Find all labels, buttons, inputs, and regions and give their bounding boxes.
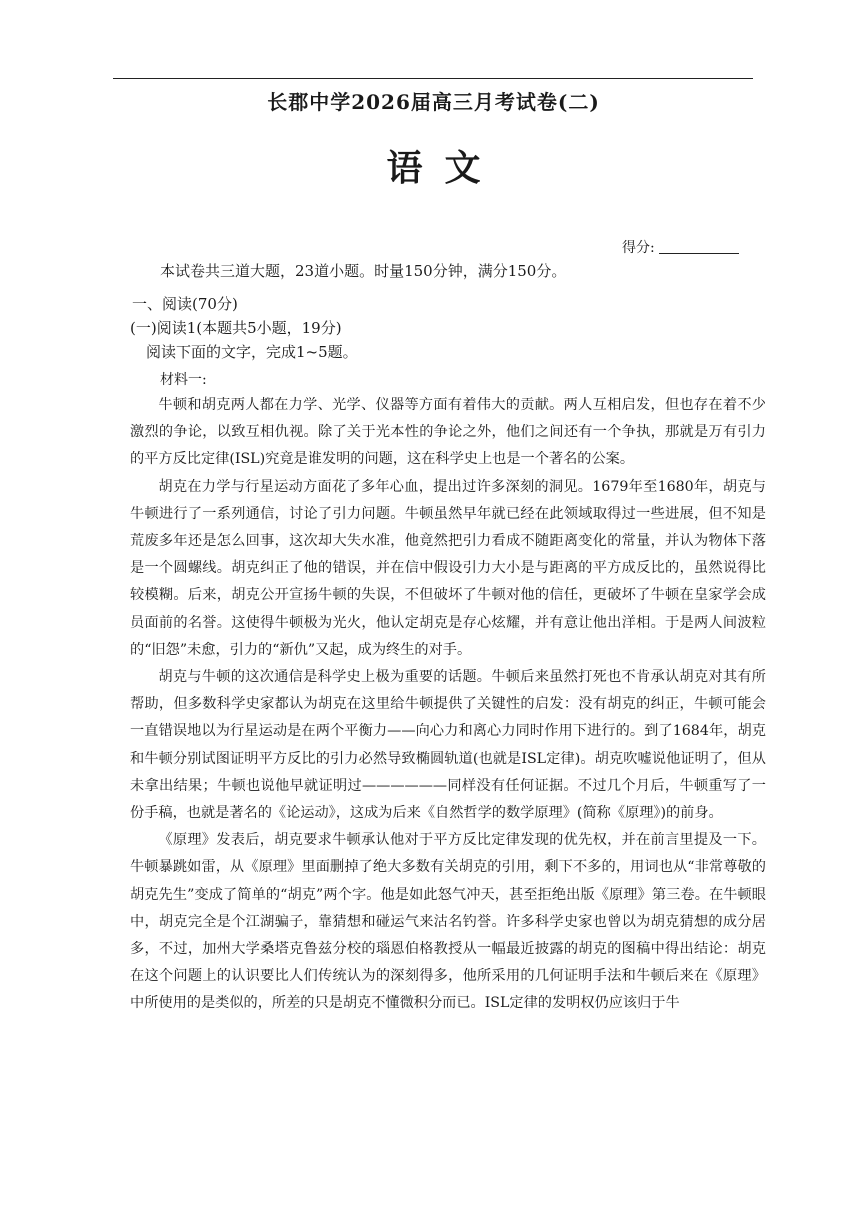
score-label: 得分: <box>622 240 655 256</box>
header-rule <box>113 78 753 79</box>
subject-title: 语文 <box>386 147 503 189</box>
paragraph: 牛顿和胡克两人都在力学、光学、仪器等方面有着伟大的贡献。两人互相启发，但也存在着不少激烈的争论，以致互相仇视。除了关于光本性的争论之外，他们之间还有一个争执，那就是万有引力的平方反比定律(ISL)究竟是谁发明的问题，这在科学史上也是一个著名的公案。 <box>130 397 766 468</box>
paragraph: 胡克在力学与行星运动方面花了多年心血，提出过许多深刻的洞见。1679年至1680年，胡克与牛顿进行了一系列通信，讨论了引力问题。牛顿虽然早年就已经在此领域取得过一些进展，但不知是荒废多年还是怎么回事，这次却大失水准，他竟然把引力看成不随距离变化的常量，并认为物体下落是一个圆螺线。胡克纠正了他的错误，并在信中假设引力大小是与距离的平方成反比的，虽然说得比较模糊。后来，胡克公开宣扬牛顿的失误，不但破坏了牛顿对他的信任，更破坏了牛顿在皇家学会成员面前的名誉。这使得牛顿极为光火，他认定胡克是存心炫耀，并有意让他出洋相。于是两人间波粒的“旧怨”未愈，引力的“新仇”又起，成为终生的对手。 <box>130 478 766 658</box>
score-blank <box>659 253 739 254</box>
paragraph: 《原理》发表后，胡克要求牛顿承认他对于平方反比定律发现的优先权，并在前言里提及一下。牛顿暴跳如雷，从《原理》里面删掉了绝大多数有关胡克的引用，剩下不多的，用词也从“非常尊敬的胡克先生”变成了简单的“胡克”两个字。他是如此怒气冲天，甚至拒绝出版《原理》第三卷。在牛顿眼中，胡克完全是个江湖骗子，靠猜想和碰运气来沽名钓誉。许多科学史家也曾以为胡克猜想的成分居多，不过，加州大学桑塔克鲁兹分校的瑙恩伯格教授从一幅最近披露的胡克的图稿中得出结论：胡克在这个问题上的认识要比人们传统认为的深刻得多，他所采用的几何证明手法和牛顿后来在《原理》中所使用的是类似的，所差的只是胡克不懂微积分而已。ISL定律的发明权仍应该归于牛 <box>130 832 766 1012</box>
section-heading: 一、阅读(70分) <box>132 295 238 313</box>
exam-title: 长郡中学2026届高三月考试卷(二) <box>267 90 600 114</box>
exam-intro: 本试卷共三道大题，23道小题。时量150分钟，满分150分。 <box>160 262 567 280</box>
part-heading: (一)阅读1(本题共5小题，19分) <box>130 319 342 337</box>
material-body <box>130 392 766 1018</box>
score-field <box>622 237 739 257</box>
reading-instruction: 阅读下面的文字，完成1~5题。 <box>146 343 358 361</box>
paragraph: 胡克与牛顿的这次通信是科学史上极为重要的话题。牛顿后来虽然打死也不肯承认胡克对其有所帮助，但多数科学史家都认为胡克在这里给牛顿提供了关键性的启发：没有胡克的纠正，牛顿可能会一直错误地以为行星运动是在两个平衡力——向心力和离心力同时作用下进行的。到了1684年，胡克和牛顿分别试图证明平方反比的引力必然导致椭圆轨道(也就是ISL定律)。胡克吹嘘说他证明了，但从未拿出结果；牛顿也说他早就证明过——————同样没有任何证据。不过几个月后，牛顿重写了一份手稿，也就是著名的《论运动》，这成为后来《自然哲学的数学原理》(简称《原理》)的前身。 <box>130 669 766 822</box>
material-label: 材料一: <box>160 372 207 388</box>
